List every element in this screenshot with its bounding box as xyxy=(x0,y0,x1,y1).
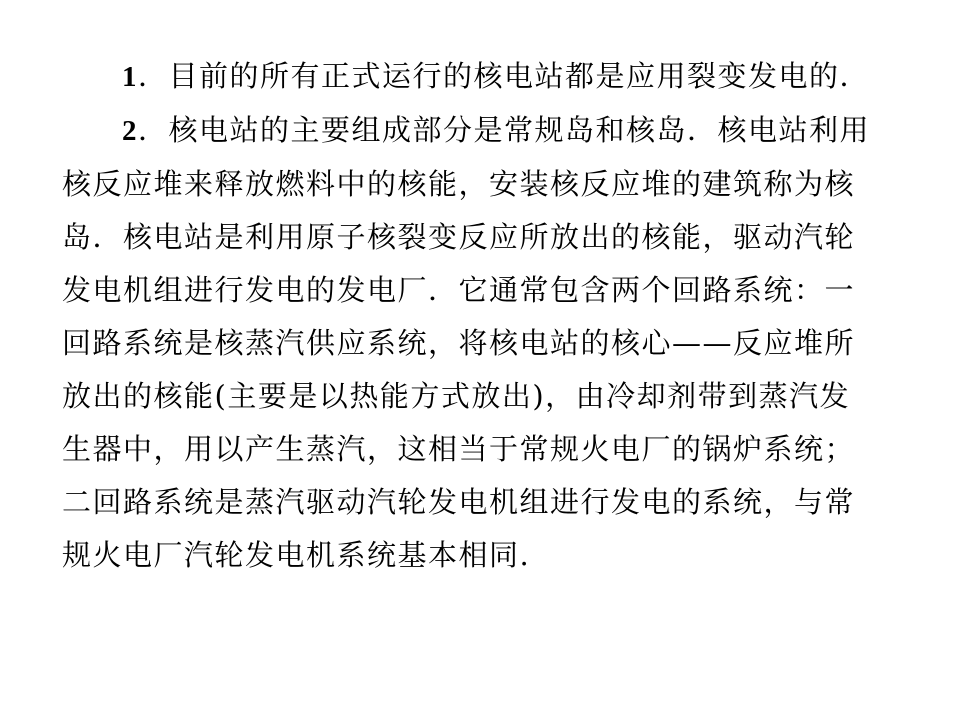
paragraph-1-number: 1 xyxy=(122,61,138,93)
paragraph-2-line-4: 发电机组进行发电的发电厂．它通常包含两个回路系统：一 xyxy=(62,273,856,307)
paragraph-2 xyxy=(62,104,900,582)
paragraph-2-line-6: 放出的核能(主要是以热能方式放出)，由冷却剂带到蒸汽发 xyxy=(62,379,851,413)
text-content xyxy=(62,50,900,582)
paragraph-2-line-8: 二回路系统是蒸汽驱动汽轮发电机组进行发电的系统，与常 xyxy=(62,485,856,519)
paragraph-2-line-9: 规火电厂汽轮发电机系统基本相同. xyxy=(62,538,531,572)
paragraph-2-line-7: 生器中，用以产生蒸汽，这相当于常规火电厂的锅炉系统； xyxy=(62,432,856,466)
paragraph-2-number: 2 xyxy=(122,115,138,147)
paragraph-2-line-3: 岛．核电站是利用原子核裂变反应所放出的核能，驱动汽轮 xyxy=(62,220,856,254)
paragraph-1-line-1: 1．目前的所有正式运行的核电站都是应用裂变发电的． xyxy=(122,59,871,93)
paragraph-2-line-2: 核反应堆来释放燃料中的核能，安装核反应堆的建筑称为核 xyxy=(62,167,856,201)
paragraph-2-line-5: 回路系统是核蒸汽供应系统，将核电站的核心——反应堆所 xyxy=(62,326,856,360)
paragraph-2-line-1: 2．核电站的主要组成部分是常规岛和核岛．核电站利用 xyxy=(122,113,871,147)
paragraph-1 xyxy=(62,50,900,104)
